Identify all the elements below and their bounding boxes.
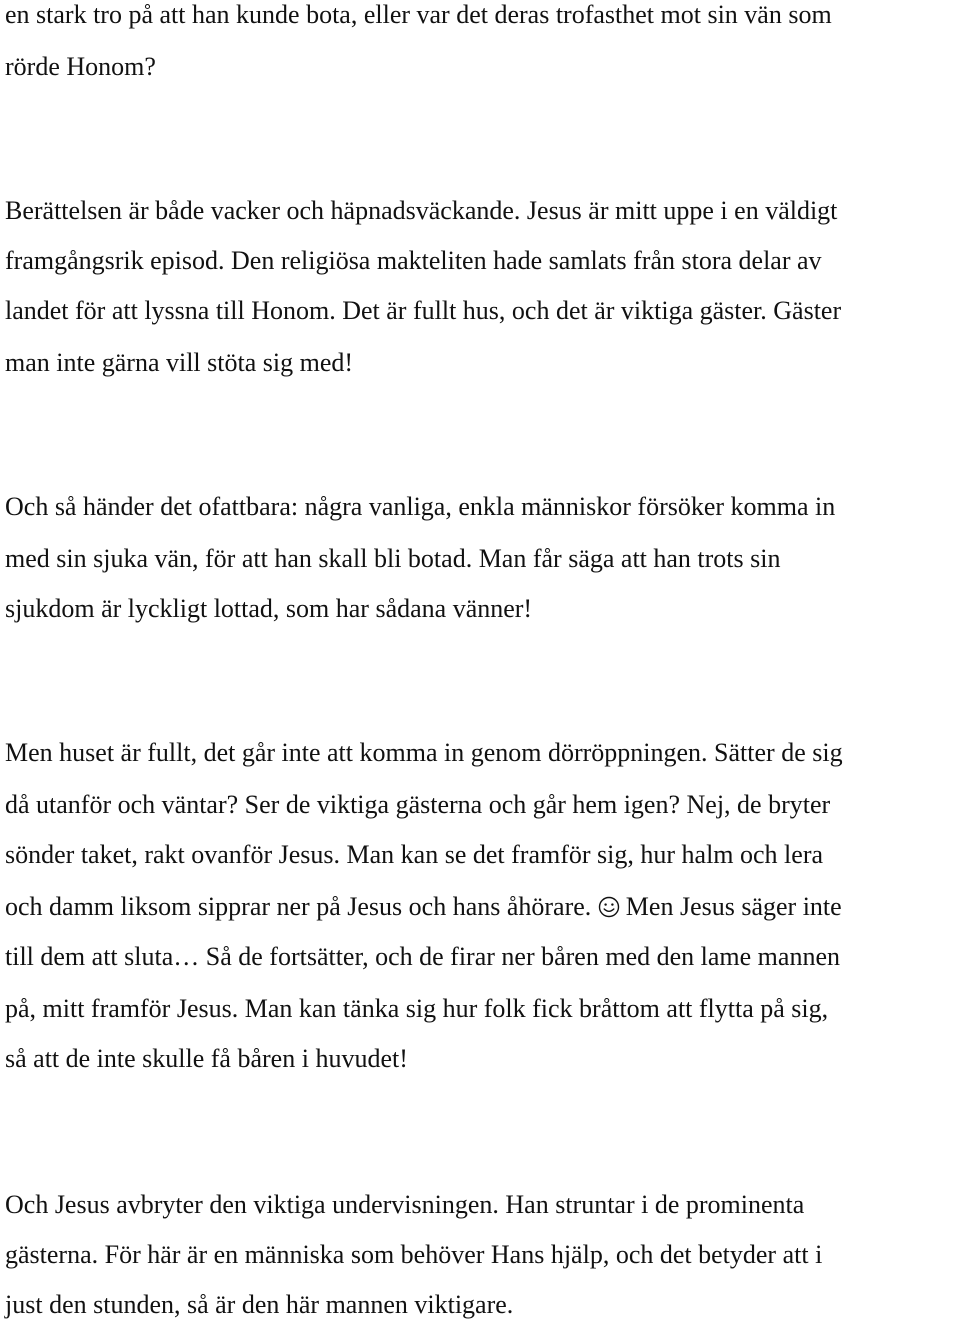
paragraph-4-line-4-tail: Men Jesus säger inte (625, 892, 842, 921)
paragraph-1-line-2: rörde Honom? (5, 52, 156, 81)
paragraph-2-line-3: landet för att lyssna till Honom. Det är fullt hus, och det är viktiga gäster. Gäster (5, 296, 842, 325)
paragraph-4-line-4-text: och damm liksom sipprar ner på Jesus och hans åhörare. (5, 892, 598, 921)
paragraph-4-line-7: så att de inte skulle få båren i huvudet! (5, 1044, 408, 1073)
paragraph-3-line-1: Och så händer det ofattbara: några vanliga, enkla människor försöker komma in (5, 492, 836, 521)
paragraph-5-line-3: just den stunden, så är den här mannen viktigare. (5, 1290, 514, 1319)
smiley-face-icon (598, 896, 620, 918)
paragraph-2-line-1: Berättelsen är både vacker och häpnadsväckande. Jesus är mitt uppe i en väldigt (5, 196, 838, 225)
paragraph-5-line-2: gästerna. För här är en människa som behöver Hans hjälp, och det betyder att i (5, 1240, 823, 1269)
paragraph-3-line-3: sjukdom är lyckligt lottad, som har sådana vänner! (5, 594, 533, 623)
paragraph-4-line-2: då utanför och väntar? Ser de viktiga gästerna och går hem igen? Nej, de bryter (5, 790, 831, 819)
paragraph-5-line-1: Och Jesus avbryter den viktiga undervisningen. Han struntar i de prominenta (5, 1190, 805, 1219)
paragraph-2-line-2: framgångsrik episod. Den religiösa makteliten hade samlats från stora delar av (5, 246, 822, 275)
paragraph-4-line-6: på, mitt framför Jesus. Man kan tänka sig hur folk fick bråttom att flytta på sig, (5, 994, 829, 1023)
paragraph-4-line-3: sönder taket, rakt ovanför Jesus. Man kan se det framför sig, hur halm och lera (5, 840, 824, 869)
paragraph-4-line-4 (5, 892, 842, 922)
paragraph-1-line-1: en stark tro på att han kunde bota, eller var det deras trofasthet mot sin vän som (5, 0, 832, 29)
paragraph-2-line-4: man inte gärna vill stöta sig med! (5, 348, 354, 377)
paragraph-4-line-1: Men huset är fullt, det går inte att komma in genom dörröppningen. Sätter de sig (5, 738, 843, 767)
paragraph-4-line-5: till dem att sluta… Så de fortsätter, och de firar ner båren med den lame mannen (5, 942, 840, 971)
paragraph-3-line-2: med sin sjuka vän, för att han skall bli botad. Man får säga att han trots sin (5, 544, 781, 573)
